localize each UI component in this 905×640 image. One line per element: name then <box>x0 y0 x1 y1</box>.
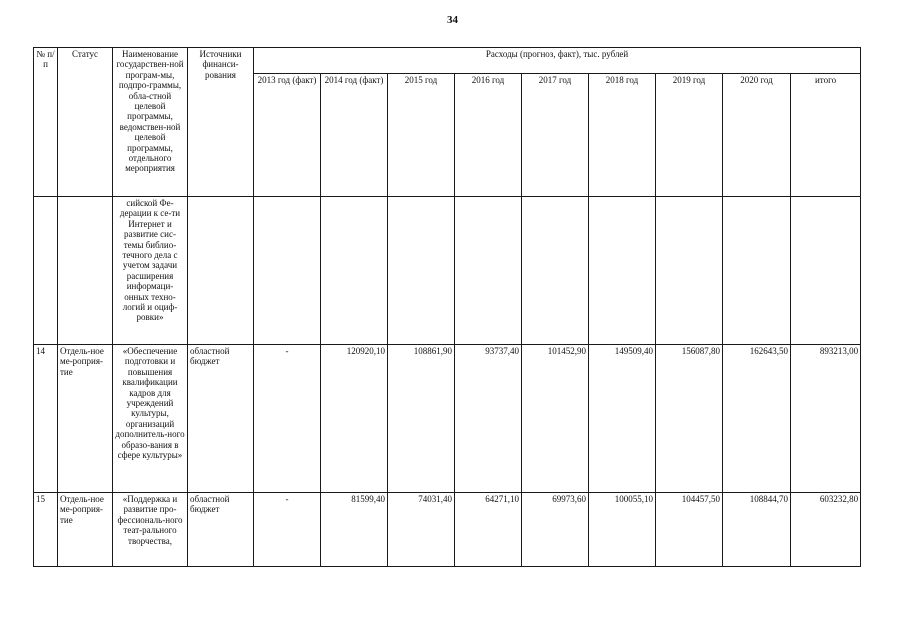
row-name: «Поддержка и развитие про-фессиональ-ного теат-рального творчества, <box>113 493 188 567</box>
header-year-2016: 2016 год <box>455 74 522 197</box>
cell-2017: 101452,90 <box>522 345 589 493</box>
cell-2019: 156087,80 <box>656 345 723 493</box>
header-name: Наименование государствен-ной програм-мы, подпро-граммы, обла-стной целевой программы, ведомствен-ной целевой программы, отдельного мероприятия <box>113 48 188 197</box>
table-row <box>34 345 861 493</box>
header-row-1 <box>34 48 861 74</box>
cell-2019: 104457,50 <box>656 493 723 567</box>
header-year-2019: 2019 год <box>656 74 723 197</box>
row-status: Отдель-ное ме-роприя-тие <box>58 493 113 567</box>
cell-2013: - <box>254 345 321 493</box>
cell-2018: 100055,10 <box>589 493 656 567</box>
header-total: итого <box>791 74 861 197</box>
header-status: Статус <box>58 48 113 197</box>
header-year-2017: 2017 год <box>522 74 589 197</box>
cell-2020 <box>723 197 791 345</box>
header-source: Источники финанси-рования <box>188 48 254 197</box>
header-expenses: Расходы (прогноз, факт), тыс. рублей <box>254 48 861 74</box>
cell-2017: 69973,60 <box>522 493 589 567</box>
cell-2013 <box>254 197 321 345</box>
page-number: 34 <box>447 14 458 26</box>
row-source: областной бюджет <box>188 345 254 493</box>
header-num: № п/п <box>34 48 58 197</box>
cell-2015 <box>388 197 455 345</box>
cell-2016: 93737,40 <box>455 345 522 493</box>
cell-2013: - <box>254 493 321 567</box>
row-name: сийской Фе-дерации к се-ти Интернет и развитие сис-темы библио-течного дела с учетом задачи расширения информаци-онных техно-логий и оциф-ровки» <box>113 197 188 345</box>
header-year-2018: 2018 год <box>589 74 656 197</box>
cell-2020: 108844,70 <box>723 493 791 567</box>
cell-2019 <box>656 197 723 345</box>
header-year-2013: 2013 год (факт) <box>254 74 321 197</box>
cell-2016 <box>455 197 522 345</box>
row-source: областной бюджет <box>188 493 254 567</box>
cell-2015: 74031,40 <box>388 493 455 567</box>
header-year-2020: 2020 год <box>723 74 791 197</box>
row-status: Отдель-ное ме-роприя-тие <box>58 345 113 493</box>
expenses-table <box>33 47 861 567</box>
header-year-2015: 2015 год <box>388 74 455 197</box>
cell-2020: 162643,50 <box>723 345 791 493</box>
cell-2014: 120920,10 <box>321 345 388 493</box>
row-source <box>188 197 254 345</box>
cell-2017 <box>522 197 589 345</box>
row-name: «Обеспечение подготовки и повышения квалификации кадров для учреждений культуры, организаций дополнитель-ного образо-вания в сфере культуры» <box>113 345 188 493</box>
header-year-2014: 2014 год (факт) <box>321 74 388 197</box>
cell-2018: 149509,40 <box>589 345 656 493</box>
cell-total <box>791 197 861 345</box>
cell-2014 <box>321 197 388 345</box>
cell-2016: 64271,10 <box>455 493 522 567</box>
row-num <box>34 197 58 345</box>
cell-2015: 108861,90 <box>388 345 455 493</box>
row-num: 15 <box>34 493 58 567</box>
row-num: 14 <box>34 345 58 493</box>
cell-total: 603232,80 <box>791 493 861 567</box>
cell-2014: 81599,40 <box>321 493 388 567</box>
table-row <box>34 493 861 567</box>
row-status <box>58 197 113 345</box>
cell-2018 <box>589 197 656 345</box>
table-row <box>34 197 861 345</box>
cell-total: 893213,00 <box>791 345 861 493</box>
